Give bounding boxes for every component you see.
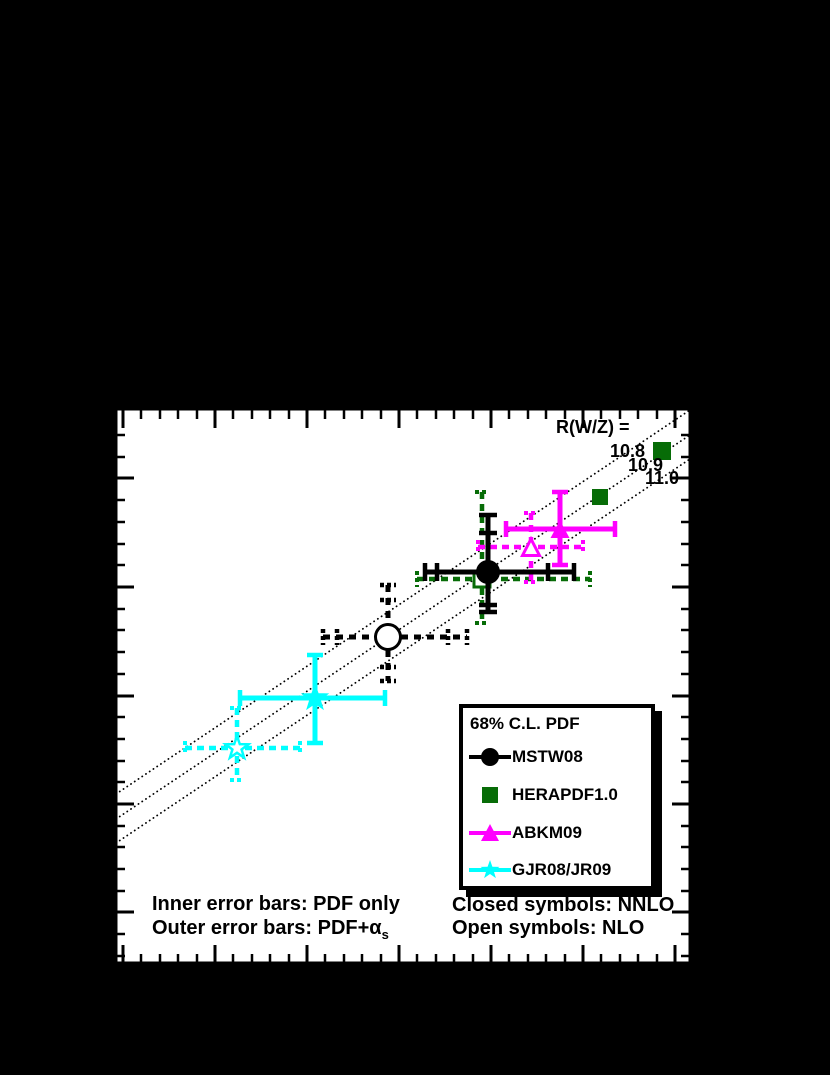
open-circle-marker bbox=[376, 625, 401, 650]
note-outer-error-bars bbox=[152, 917, 389, 942]
note-open-symbols: Open symbols: NLO bbox=[452, 917, 645, 939]
legend-marker-filled-square bbox=[468, 784, 512, 806]
legend-box bbox=[459, 704, 655, 890]
ratio-label-10p9: 10.9 bbox=[628, 455, 664, 475]
note-closed-symbols: Closed symbols: NNLO bbox=[452, 894, 675, 916]
legend-label: ABKM09 bbox=[512, 823, 582, 842]
filled-circle-marker bbox=[476, 560, 500, 584]
legend-marker-filled-star bbox=[468, 859, 512, 881]
ratio-label-10p8: 10.8 bbox=[610, 441, 646, 461]
legend-title: 68% C.L. PDF bbox=[470, 714, 580, 733]
legend-label: HERAPDF1.0 bbox=[512, 785, 618, 804]
legend-marker-filled-triangle bbox=[468, 822, 512, 844]
filled-square-marker-2 bbox=[592, 489, 608, 505]
note-outer-main: Outer error bars: PDF+α bbox=[152, 917, 382, 939]
note-inner-error-bars: Inner error bars: PDF only bbox=[152, 893, 400, 915]
legend-marker-filled-circle bbox=[468, 746, 512, 768]
ratio-heading: R(W/Z) = bbox=[556, 417, 630, 437]
legend-label: GJR08/JR09 bbox=[512, 860, 612, 879]
ratio-label-11p0: 11.0 bbox=[645, 468, 680, 488]
legend-label: MSTW08 bbox=[512, 747, 583, 766]
note-outer-subscript: s bbox=[381, 927, 389, 942]
